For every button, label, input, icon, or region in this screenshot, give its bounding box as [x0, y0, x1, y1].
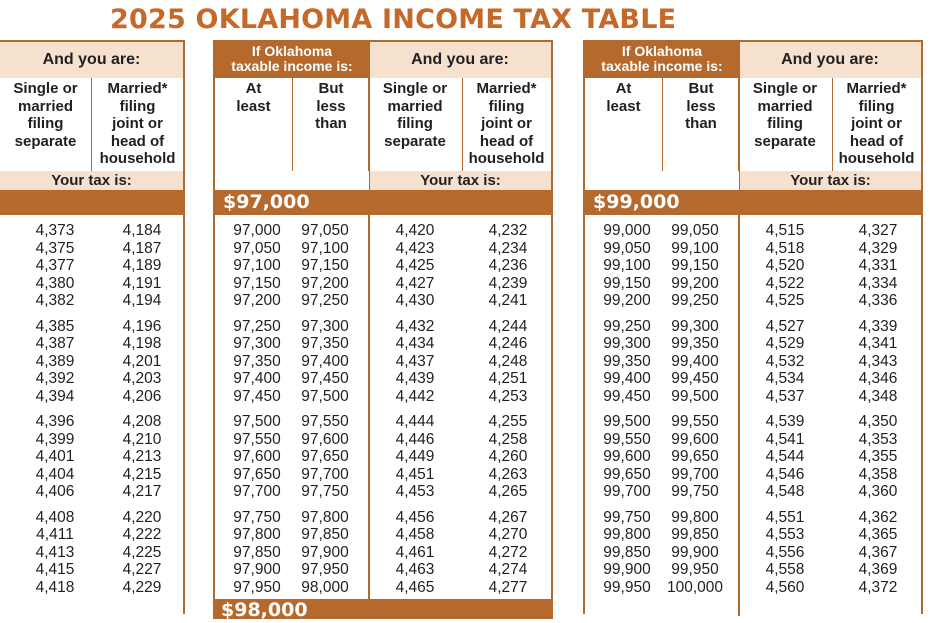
- but-less-than-cell: 97,650: [301, 448, 349, 465]
- single-tax-cell: 4,458: [395, 526, 435, 543]
- single-tax-cell: 4,385: [35, 317, 75, 335]
- single-tax-cell: 4,394: [35, 387, 75, 405]
- middle-tax-panel: [213, 40, 553, 614]
- table-row: [215, 431, 551, 449]
- married-tax-cell: 4,210: [122, 430, 162, 448]
- single-tax-cell: 4,425: [395, 257, 435, 274]
- married-tax-cell: 4,244: [488, 317, 528, 335]
- at-least-cell: 99,500: [603, 413, 651, 430]
- table-row: [0, 544, 183, 562]
- your-tax-is-bar: Your tax is:: [0, 171, 183, 191]
- at-least-cell: 99,300: [603, 335, 651, 352]
- table-row: [215, 526, 551, 544]
- single-tax-cell: 4,427: [395, 274, 435, 292]
- at-least-cell: 99,450: [603, 387, 651, 405]
- single-tax-cell: 4,396: [35, 413, 75, 430]
- table-row: [215, 240, 551, 258]
- married-tax-cell: 4,234: [488, 239, 528, 257]
- married-tax-cell: 4,241: [488, 292, 528, 309]
- married-column-header: Married* filing joint or head of household: [838, 80, 915, 167]
- but-less-than-cell: 97,050: [301, 222, 349, 239]
- but-less-than-cell: 99,050: [671, 222, 719, 239]
- married-tax-cell: 4,225: [122, 543, 162, 561]
- but-less-than-cell: 97,900: [301, 543, 349, 561]
- single-tax-cell: 4,389: [35, 352, 75, 370]
- married-tax-cell: 4,260: [488, 448, 528, 465]
- single-tax-cell: 4,439: [395, 370, 435, 387]
- at-least-cell: 99,150: [603, 274, 651, 292]
- table-row: [0, 222, 183, 240]
- single-tax-cell: 4,551: [765, 508, 805, 526]
- single-tax-cell: 4,437: [395, 352, 435, 370]
- but-less-than-cell: 99,500: [671, 387, 719, 405]
- table-row: [215, 466, 551, 484]
- income-header: If Oklahoma taxable income is:: [215, 42, 369, 78]
- single-tax-cell: 4,444: [395, 413, 435, 430]
- table-row: [0, 448, 183, 466]
- but-less-than-cell: 99,250: [671, 292, 719, 309]
- single-tax-cell: 4,430: [395, 292, 435, 309]
- table-row: [585, 370, 921, 388]
- but-less-than-cell: 99,200: [671, 274, 719, 292]
- married-tax-cell: 4,343: [858, 352, 898, 370]
- table-row: [0, 413, 183, 431]
- and-you-are-header: And you are:: [0, 42, 183, 78]
- table-row: [585, 413, 921, 431]
- single-tax-cell: 4,401: [35, 448, 75, 465]
- single-tax-cell: 4,532: [765, 352, 805, 370]
- married-tax-cell: 4,339: [858, 317, 898, 335]
- band-label: $97,000: [223, 191, 310, 213]
- single-tax-cell: 4,518: [765, 239, 805, 257]
- band-label: $98,000: [221, 599, 308, 621]
- at-least-cell: 99,600: [603, 448, 651, 465]
- single-tax-cell: 4,461: [395, 543, 435, 561]
- column-divider: [462, 78, 463, 171]
- single-tax-cell: 4,423: [395, 239, 435, 257]
- single-tax-cell: 4,382: [35, 292, 75, 309]
- but-less-than-cell: 97,500: [301, 387, 349, 405]
- table-row: [0, 483, 183, 501]
- but-less-than-cell: 97,550: [301, 413, 349, 430]
- married-tax-cell: 4,239: [488, 274, 528, 292]
- at-least-cell: 97,050: [233, 239, 281, 257]
- table-row: [215, 353, 551, 371]
- but-less-than-cell: 99,100: [671, 239, 719, 257]
- single-tax-cell: 4,553: [765, 526, 805, 543]
- at-least-cell: 99,850: [603, 543, 651, 561]
- band-bar: [0, 190, 183, 215]
- married-tax-cell: 4,203: [122, 370, 162, 387]
- single-tax-cell: 4,539: [765, 413, 805, 430]
- table-row: [585, 431, 921, 449]
- column-divider: [292, 78, 293, 171]
- at-least-cell: 97,600: [233, 448, 281, 465]
- table-row: [585, 448, 921, 466]
- table-row: [585, 257, 921, 275]
- but-less-than-cell: 99,600: [671, 430, 719, 448]
- single-column-header: Single or married filing separate: [752, 80, 818, 150]
- married-tax-cell: 4,191: [122, 274, 162, 292]
- at-least-cell: 99,550: [603, 430, 651, 448]
- married-tax-cell: 4,372: [858, 578, 898, 596]
- but-less-than-cell: 99,350: [671, 335, 719, 352]
- single-tax-cell: 4,408: [35, 508, 75, 526]
- table-row: [585, 579, 921, 597]
- table-row: [585, 240, 921, 258]
- married-tax-cell: 4,215: [122, 465, 162, 483]
- single-tax-cell: 4,515: [765, 222, 805, 239]
- married-tax-cell: 4,369: [858, 561, 898, 578]
- at-least-cell: 99,950: [603, 578, 651, 596]
- at-least-cell: 97,500: [233, 413, 281, 430]
- single-tax-cell: 4,446: [395, 430, 435, 448]
- single-tax-cell: 4,537: [765, 387, 805, 405]
- single-tax-cell: 4,404: [35, 465, 75, 483]
- but-less-than-cell: 99,650: [671, 448, 719, 465]
- page-title: 2025 OKLAHOMA INCOME TAX TABLE: [110, 4, 677, 35]
- band-98000: [213, 599, 553, 619]
- but-less-than-cell: 97,250: [301, 292, 349, 309]
- single-tax-cell: 4,432: [395, 317, 435, 335]
- single-tax-cell: 4,525: [765, 292, 805, 309]
- but-less-than-cell: 99,400: [671, 352, 719, 370]
- but-less-than-cell: 99,450: [671, 370, 719, 387]
- table-row: [585, 318, 921, 336]
- single-tax-cell: 4,406: [35, 483, 75, 500]
- married-tax-cell: 4,220: [122, 508, 162, 526]
- but-less-than-column-header: But less than: [685, 80, 717, 132]
- table-row: [585, 466, 921, 484]
- band-97000: [215, 190, 551, 215]
- single-column-header: Single or married filing separate: [382, 80, 448, 150]
- table-row: [215, 222, 551, 240]
- married-tax-cell: 4,350: [858, 413, 898, 430]
- table-row: [0, 275, 183, 293]
- your-tax-is-bar: Your tax is:: [370, 171, 551, 191]
- single-tax-cell: 4,548: [765, 483, 805, 500]
- table-row: [0, 257, 183, 275]
- at-least-cell: 97,350: [233, 352, 281, 370]
- married-tax-cell: 4,236: [488, 257, 528, 274]
- single-tax-cell: 4,558: [765, 561, 805, 578]
- column-divider: [662, 78, 663, 171]
- but-less-than-cell: 99,950: [671, 561, 719, 578]
- married-tax-cell: 4,232: [488, 222, 528, 239]
- but-less-than-cell: 97,300: [301, 317, 349, 335]
- single-tax-cell: 4,520: [765, 257, 805, 274]
- married-tax-cell: 4,196: [122, 317, 162, 335]
- single-tax-cell: 4,529: [765, 335, 805, 352]
- single-tax-cell: 4,413: [35, 543, 75, 561]
- column-divider: [91, 78, 92, 171]
- at-least-cell: 97,700: [233, 483, 281, 500]
- at-least-cell: 97,100: [233, 257, 281, 274]
- table-row: [215, 544, 551, 562]
- married-tax-cell: 4,263: [488, 465, 528, 483]
- at-least-cell: 99,650: [603, 465, 651, 483]
- but-less-than-cell: 99,900: [671, 543, 719, 561]
- married-tax-cell: 4,253: [488, 387, 528, 405]
- married-tax-cell: 4,227: [122, 561, 162, 578]
- at-least-cell: 97,450: [233, 387, 281, 405]
- married-tax-cell: 4,246: [488, 335, 528, 352]
- single-tax-cell: 4,442: [395, 387, 435, 405]
- single-tax-cell: 4,534: [765, 370, 805, 387]
- married-tax-cell: 4,367: [858, 543, 898, 561]
- but-less-than-cell: 98,000: [301, 578, 349, 596]
- single-tax-cell: 4,420: [395, 222, 435, 239]
- single-tax-cell: 4,449: [395, 448, 435, 465]
- table-row: [0, 335, 183, 353]
- table-row: [215, 318, 551, 336]
- married-tax-cell: 4,206: [122, 387, 162, 405]
- table-row: [585, 292, 921, 310]
- at-least-cell: 99,900: [603, 561, 651, 578]
- married-tax-cell: 4,336: [858, 292, 898, 309]
- table-row: [215, 257, 551, 275]
- at-least-cell: 99,200: [603, 292, 651, 309]
- table-row: [215, 292, 551, 310]
- but-less-than-cell: 99,800: [671, 508, 719, 526]
- table-row: [0, 526, 183, 544]
- married-tax-cell: 4,334: [858, 274, 898, 292]
- at-least-cell: 97,150: [233, 274, 281, 292]
- at-least-cell: 99,400: [603, 370, 651, 387]
- single-tax-cell: 4,560: [765, 578, 805, 596]
- but-less-than-cell: 97,150: [301, 257, 349, 274]
- table-row: [215, 388, 551, 406]
- married-tax-cell: 4,341: [858, 335, 898, 352]
- at-least-cell: 99,800: [603, 526, 651, 543]
- table-row: [0, 318, 183, 336]
- at-least-column-header: At least: [606, 80, 641, 115]
- table-row: [215, 335, 551, 353]
- married-tax-cell: 4,331: [858, 257, 898, 274]
- married-tax-cell: 4,277: [488, 578, 528, 596]
- but-less-than-cell: 97,850: [301, 526, 349, 543]
- table-row: [215, 483, 551, 501]
- your-tax-is-bar: Your tax is:: [740, 171, 921, 191]
- married-tax-cell: 4,255: [488, 413, 528, 430]
- table-row: [585, 483, 921, 501]
- at-least-cell: 97,000: [233, 222, 281, 239]
- married-tax-cell: 4,365: [858, 526, 898, 543]
- table-row: [215, 561, 551, 579]
- single-tax-cell: 4,399: [35, 430, 75, 448]
- table-row: [0, 561, 183, 579]
- but-less-than-cell: 99,300: [671, 317, 719, 335]
- table-row: [0, 388, 183, 406]
- table-row: [585, 561, 921, 579]
- at-least-cell: 99,250: [603, 317, 651, 335]
- but-less-than-cell: 99,150: [671, 257, 719, 274]
- married-tax-cell: 4,346: [858, 370, 898, 387]
- but-less-than-cell: 97,600: [301, 430, 349, 448]
- income-header: If Oklahoma taxable income is:: [585, 42, 739, 78]
- but-less-than-cell: 99,700: [671, 465, 719, 483]
- table-row: [215, 448, 551, 466]
- single-tax-cell: 4,544: [765, 448, 805, 465]
- married-tax-cell: 4,360: [858, 483, 898, 500]
- but-less-than-cell: 97,950: [301, 561, 349, 578]
- married-tax-cell: 4,251: [488, 370, 528, 387]
- single-tax-cell: 4,415: [35, 561, 75, 578]
- at-least-cell: 99,000: [603, 222, 651, 239]
- married-tax-cell: 4,358: [858, 465, 898, 483]
- table-row: [0, 509, 183, 527]
- but-less-than-cell: 97,350: [301, 335, 349, 352]
- but-less-than-column-header: But less than: [315, 80, 347, 132]
- but-less-than-cell: 97,700: [301, 465, 349, 483]
- married-tax-cell: 4,353: [858, 430, 898, 448]
- single-tax-cell: 4,541: [765, 430, 805, 448]
- at-least-cell: 99,750: [603, 508, 651, 526]
- but-less-than-cell: 97,100: [301, 239, 349, 257]
- single-tax-cell: 4,392: [35, 370, 75, 387]
- table-row: [585, 509, 921, 527]
- but-less-than-cell: 99,550: [671, 413, 719, 430]
- but-less-than-cell: 97,800: [301, 508, 349, 526]
- but-less-than-cell: 97,200: [301, 274, 349, 292]
- table-row: [585, 353, 921, 371]
- married-tax-cell: 4,201: [122, 352, 162, 370]
- married-tax-cell: 4,194: [122, 292, 162, 309]
- single-tax-cell: 4,380: [35, 274, 75, 292]
- single-tax-cell: 4,453: [395, 483, 435, 500]
- single-tax-cell: 4,463: [395, 561, 435, 578]
- at-least-column-header: At least: [236, 80, 271, 115]
- single-tax-cell: 4,434: [395, 335, 435, 352]
- table-row: [215, 413, 551, 431]
- at-least-cell: 97,550: [233, 430, 281, 448]
- married-tax-cell: 4,229: [122, 578, 162, 596]
- table-row: [0, 292, 183, 310]
- single-column-header: Single or married filing separate: [13, 80, 78, 150]
- married-tax-cell: 4,348: [858, 387, 898, 405]
- single-tax-cell: 4,465: [395, 578, 435, 596]
- single-tax-cell: 4,456: [395, 508, 435, 526]
- table-row: [0, 579, 183, 597]
- table-row: [585, 526, 921, 544]
- at-least-cell: 97,250: [233, 317, 281, 335]
- table-row: [0, 240, 183, 258]
- single-tax-cell: 4,377: [35, 257, 75, 274]
- but-less-than-cell: 97,400: [301, 352, 349, 370]
- but-less-than-cell: 100,000: [666, 578, 724, 596]
- table-row: [215, 579, 551, 597]
- at-least-cell: 97,950: [233, 578, 281, 596]
- at-least-cell: 97,800: [233, 526, 281, 543]
- left-tax-panel: [0, 40, 185, 614]
- married-tax-cell: 4,270: [488, 526, 528, 543]
- at-least-cell: 99,350: [603, 352, 651, 370]
- married-tax-cell: 4,222: [122, 526, 162, 543]
- married-tax-cell: 4,184: [122, 222, 162, 239]
- at-least-cell: 99,100: [603, 257, 651, 274]
- married-tax-cell: 4,187: [122, 239, 162, 257]
- but-less-than-cell: 97,450: [301, 370, 349, 387]
- single-tax-cell: 4,556: [765, 543, 805, 561]
- at-least-cell: 97,750: [233, 508, 281, 526]
- married-tax-cell: 4,329: [858, 239, 898, 257]
- at-least-cell: 97,400: [233, 370, 281, 387]
- table-row: [0, 466, 183, 484]
- but-less-than-cell: 99,750: [671, 483, 719, 500]
- at-least-cell: 97,850: [233, 543, 281, 561]
- single-tax-cell: 4,546: [765, 465, 805, 483]
- at-least-cell: 99,700: [603, 483, 651, 500]
- table-row: [585, 388, 921, 406]
- married-tax-cell: 4,327: [858, 222, 898, 239]
- married-column-header: Married* filing joint or head of household: [468, 80, 545, 167]
- single-tax-cell: 4,451: [395, 465, 435, 483]
- at-least-cell: 97,200: [233, 292, 281, 309]
- table-row: [0, 370, 183, 388]
- single-tax-cell: 4,527: [765, 317, 805, 335]
- married-tax-cell: 4,189: [122, 257, 162, 274]
- single-tax-cell: 4,522: [765, 274, 805, 292]
- married-tax-cell: 4,258: [488, 430, 528, 448]
- table-row: [585, 275, 921, 293]
- band-99000: [585, 190, 921, 215]
- but-less-than-cell: 97,750: [301, 483, 349, 500]
- single-tax-cell: 4,418: [35, 578, 75, 596]
- table-row: [585, 222, 921, 240]
- table-row: [0, 431, 183, 449]
- right-tax-panel: [583, 40, 923, 614]
- married-tax-cell: 4,198: [122, 335, 162, 352]
- married-tax-cell: 4,217: [122, 483, 162, 500]
- column-divider: [832, 78, 833, 171]
- single-tax-cell: 4,373: [35, 222, 75, 239]
- and-you-are-header: And you are:: [739, 42, 921, 78]
- table-row: [0, 353, 183, 371]
- single-tax-cell: 4,411: [36, 526, 74, 543]
- band-label: $99,000: [593, 191, 680, 213]
- table-row: [215, 275, 551, 293]
- at-least-cell: 97,300: [233, 335, 281, 352]
- but-less-than-cell: 99,850: [671, 526, 719, 543]
- table-row: [215, 509, 551, 527]
- married-tax-cell: 4,362: [858, 508, 898, 526]
- married-tax-cell: 4,272: [488, 543, 528, 561]
- at-least-cell: 97,900: [233, 561, 281, 578]
- single-tax-cell: 4,387: [35, 335, 75, 352]
- married-tax-cell: 4,208: [122, 413, 162, 430]
- married-tax-cell: 4,265: [488, 483, 528, 500]
- table-row: [585, 335, 921, 353]
- at-least-cell: 99,050: [603, 239, 651, 257]
- married-tax-cell: 4,248: [488, 352, 528, 370]
- at-least-cell: 97,650: [233, 465, 281, 483]
- married-tax-cell: 4,355: [858, 448, 898, 465]
- single-tax-cell: 4,375: [35, 239, 75, 257]
- married-tax-cell: 4,213: [122, 448, 162, 465]
- married-tax-cell: 4,267: [488, 508, 528, 526]
- table-row: [585, 544, 921, 562]
- table-row: [215, 370, 551, 388]
- married-column-header: Married* filing joint or head of household: [99, 80, 176, 167]
- married-tax-cell: 4,274: [488, 561, 528, 578]
- and-you-are-header: And you are:: [369, 42, 551, 78]
